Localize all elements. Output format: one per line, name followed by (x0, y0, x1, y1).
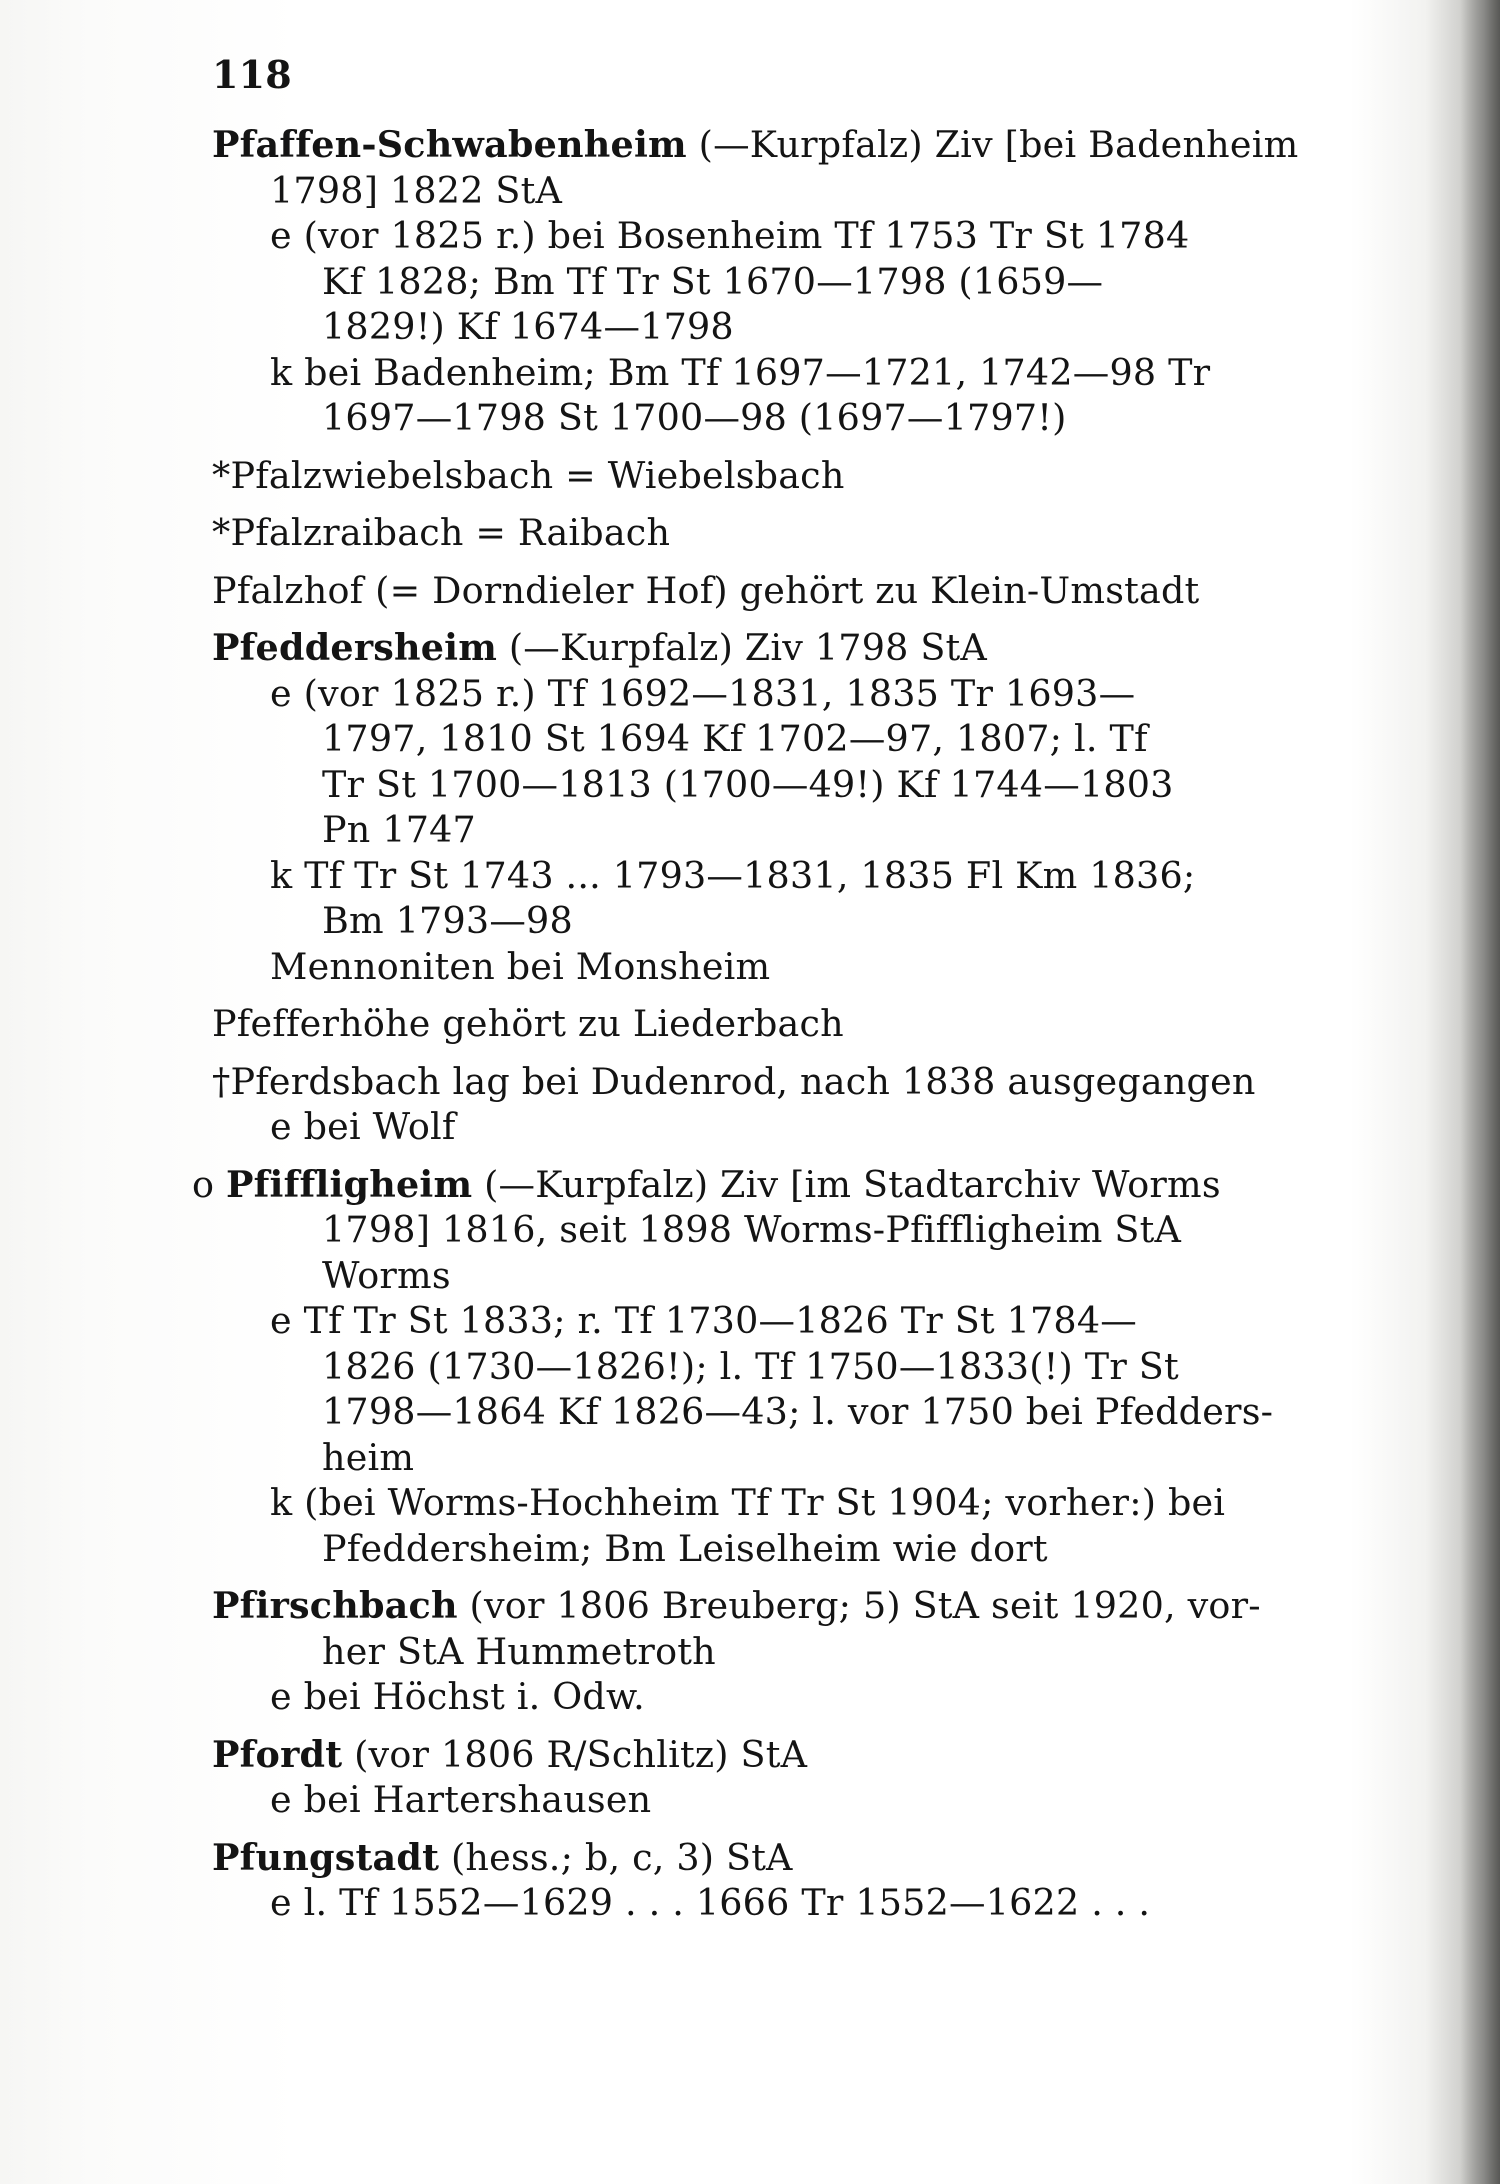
entry-text: (—Kurpfalz) Ziv 1798 StA (497, 626, 987, 669)
entry-pfalzwiebelsbach (212, 453, 1292, 499)
entry-line: e bei Hartershausen (270, 1778, 652, 1821)
entry-text: (—Kurpfalz) Ziv [bei Badenheim (686, 123, 1299, 166)
entry-pfefferhoehe (212, 1001, 1292, 1047)
entry-pfaffen-schwabenheim (212, 122, 1299, 441)
entry-line: 1829!) Kf 1674—1798 (322, 305, 734, 348)
entry-line: Pfeddersheim; Bm Leiselheim wie dort (322, 1526, 1048, 1570)
entry-line: 1798] 1816, seit 1898 Worms-Pfiffligheim StA (322, 1208, 1182, 1251)
entry-line: *Pfalzraibach = Raibach (212, 511, 671, 554)
page-text (192, 52, 1299, 1926)
entry-line: 1826 (1730—1826!); l. Tf 1750—1833(!) Tr St (322, 1344, 1179, 1388)
entry-line: 1798] 1822 StA (270, 168, 563, 212)
entry-text: (vor 1806 Breuberg; 5) StA seit 1920, vor- (457, 1584, 1261, 1627)
entry-line: k bei Badenheim; Bm Tf 1697—1721, 1742—98 Tr (270, 350, 1211, 394)
entry-line: e bei Wolf (270, 1105, 456, 1148)
entry-line (212, 1583, 1292, 1629)
entry-line (212, 122, 1299, 168)
entry-lemma: Pfirschbach (212, 1584, 458, 1627)
entry-line: Kf 1828; Bm Tf Tr St 1670—1798 (1659— (322, 259, 1104, 303)
entry-pfordt (212, 1732, 1292, 1823)
book-spine-shadow (1460, 0, 1500, 2184)
entry-line: Pfalzhof (= Dorndieler Hof) gehört zu Klein-Umstadt (212, 568, 1200, 612)
entry-lemma: Pfaffen-Schwabenheim (212, 123, 687, 166)
entry-lemma: Pfungstadt (212, 1835, 440, 1879)
entry-pfirschbach (212, 1583, 1292, 1720)
entry-pfalzhof (212, 568, 1292, 614)
entry-line: Bm 1793—98 (322, 899, 573, 942)
entry-line: k Tf Tr St 1743 ... 1793—1831, 1835 Fl Km 1836; (270, 853, 1196, 897)
entry-line (212, 1835, 1292, 1881)
entry-line (212, 625, 1292, 671)
entry-line: 1697—1798 St 1700—98 (1697—1797!) (322, 396, 1067, 439)
entry-text: (vor 1806 R/Schlitz) StA (342, 1732, 808, 1776)
entry-line: †Pferdsbach lag bei Dudenrod, nach 1838 ausgegangen (212, 1059, 1256, 1103)
entry-pferdsbach (212, 1059, 1292, 1150)
entry-line: 1797, 1810 St 1694 Kf 1702—97, 1807; l. Tf (322, 717, 1148, 760)
entry-line: heim (322, 1435, 415, 1479)
entry-prefix: o (192, 1162, 226, 1206)
entry-line: e bei Höchst i. Odw. (270, 1675, 645, 1718)
entry-line: 1798—1864 Kf 1826—43; l. vor 1750 bei Pfedders- (322, 1390, 1274, 1433)
entry-text: (hess.; b, c, 3) StA (439, 1835, 793, 1879)
entry-line: k (bei Worms-Hochheim Tf Tr St 1904; vorher:) bei (270, 1481, 1226, 1524)
entry-pfeddersheim (212, 625, 1292, 989)
entry-line: her StA Hummetroth (322, 1629, 716, 1673)
entry-lemma: Pfeddersheim (212, 626, 498, 669)
entry-line: Pfefferhöhe gehört zu Liederbach (212, 1002, 844, 1045)
entry-lemma: Pfordt (212, 1732, 343, 1776)
entry-line: e (vor 1825 r.) bei Bosenheim Tf 1753 Tr St 1784 (270, 214, 1190, 257)
entry-pfungstadt (212, 1835, 1292, 1926)
entry-line (212, 1732, 1292, 1778)
page-number: 118 (212, 52, 292, 97)
entry-line: Mennoniten bei Monsheim (270, 944, 771, 988)
entry-line: Pn 1747 (322, 808, 476, 851)
entry-line (192, 1162, 1292, 1208)
entry-pfiffligheim (192, 1162, 1292, 1572)
entry-line: *Pfalzwiebelsbach = Wiebelsbach (212, 453, 845, 497)
entry-pfalzraibach (212, 510, 1292, 556)
entry-line: e Tf Tr St 1833; r. Tf 1730—1826 Tr St 1784— (270, 1299, 1137, 1342)
entry-line: e (vor 1825 r.) Tf 1692—1831, 1835 Tr 1693— (270, 671, 1136, 715)
entry-text: (—Kurpfalz) Ziv [im Stadtarchiv Worms (472, 1162, 1221, 1206)
entry-line: Worms (322, 1253, 451, 1297)
entry-line: Tr St 1700—1813 (1700—49!) Kf 1744—1803 (322, 762, 1174, 806)
entry-lemma: Pfiffligheim (225, 1162, 473, 1206)
entry-line: e l. Tf 1552—1629 . . . 1666 Tr 1552—1622 . . . (270, 1881, 1151, 1924)
